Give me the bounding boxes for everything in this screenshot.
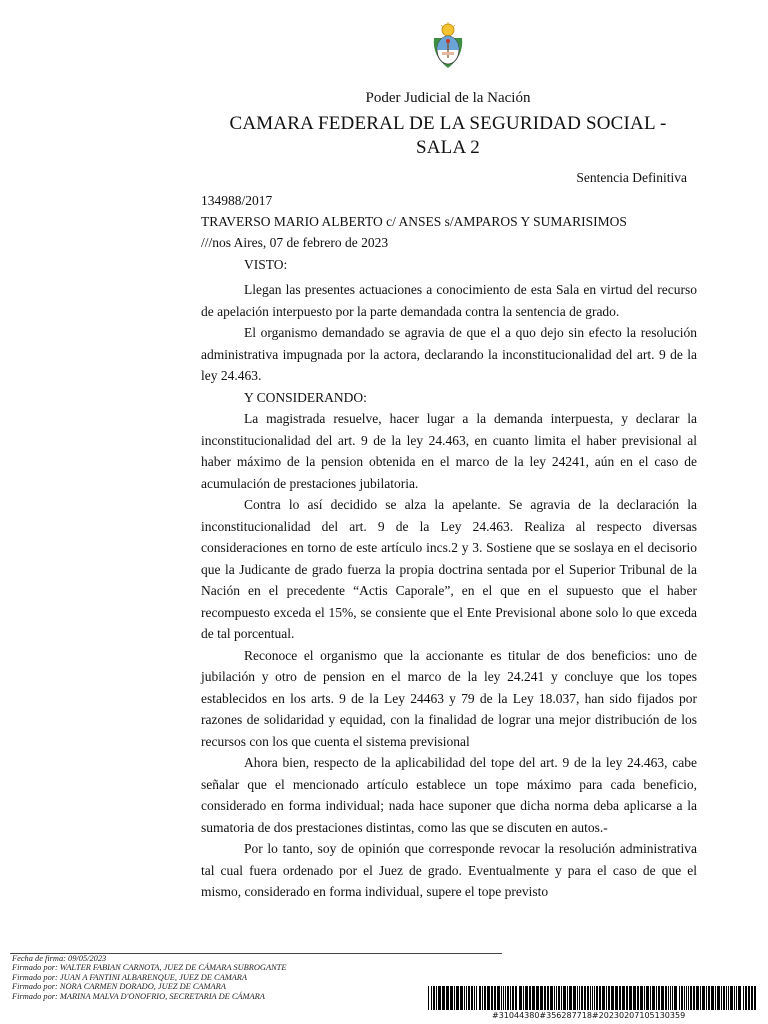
signature-date: Fecha de firma: 09/05/2023 — [12, 954, 107, 963]
case-number: 134988/2017 — [201, 193, 273, 208]
paragraph: El organismo demandado se agravia de que el a quo dejo sin efecto la resolución administrativa impugnada por la actora, declarando la inconstitucionalidad del art. 9 de la ley 24.463. — [201, 325, 697, 383]
paragraph: La magistrada resuelve, hacer lugar a la demanda interpuesta, y declarar la inconstitucionalidad del art. 9 de la ley 24.463, en cuanto limita el haber previsional al haber máximo de la pension obtenida en el marco de la ley 24241, aún en el caso de acumulación de prestaciones jubilatoria. — [201, 411, 697, 491]
visto-heading: VISTO: — [244, 257, 288, 272]
signer-line: Firmado por: WALTER FABIAN CARNOTA, JUEZ DE CÁMARA SUBROGANTE — [12, 963, 287, 973]
signer-line: Firmado por: NORA CARMEN DORADO, JUEZ DE CAMARA — [12, 982, 226, 992]
considerando-heading: Y CONSIDERANDO: — [244, 389, 367, 405]
paragraph: Contra lo así decidido se alza la apelante. Se agravia de la declaración la inconstitucionalidad del art. 9 de la Ley 24.463. Realiza al respecto diversas consideraciones en torno de este artículo incs.2 y 3. Sostiene que se soslaya en el decisorio que la Judicante de grado fuerza la propia doctrina sentada por el Superior Tribunal de la Nación en el precedente “Actis Caporale”, en el que en el supuesto que el haber recompuesto exceda el 15%, se consiente que el Ente Previsional abone solo lo que exceda de tal porcentual. — [201, 497, 697, 641]
chamber-line-2: SALA 2 — [415, 137, 481, 158]
signer-line: Firmado por: MARINA MALVA D'ONOFRIO, SECRETARIA DE CÁMARA — [12, 991, 265, 1001]
signer-line: Firmado por: JUAN A FANTINI ALBARENQUE, JUEZ DE CAMARA — [12, 972, 248, 982]
document-body — [201, 279, 697, 903]
document-type: Sentencia Definitiva — [576, 170, 687, 185]
institution-name: Poder Judicial de la Nación — [365, 90, 531, 106]
paragraph: Reconoce el organismo que la accionante es titular de dos beneficios: uno de jubilación y otro de pension en el marco de la ley 24.241 y concluye que los topes establecidos en los arts. 9 de la Ley 24463 y 79 de la Ley 18.037, han sido fijados por razones de solidaridad y equidad, con la finalidad de lograr una mejor distribución de los recursos con los que cuenta el sistema previsional — [201, 647, 697, 749]
paragraph: Llegan las presentes actuaciones a conocimiento de esta Sala en virtud del recurso de apelación interpuesto por la parte demandada contra la sentencia de grado. — [201, 282, 697, 319]
place-date: ///nos Aires, 07 de febrero de 2023 — [201, 235, 389, 250]
chamber-line-1: CAMARA FEDERAL DE LA SEGURIDAD SOCIAL - — [229, 113, 667, 134]
barcode-text: #31044380#356287718#20230207105130359 — [492, 1011, 686, 1020]
barcode-icon — [428, 986, 758, 1010]
paragraph: Ahora bien, respecto de la aplicabilidad del tope del art. 9 de la ley 24.463, cabe señalar que el mencionado artículo establece un tope máximo para cada beneficio, considerado en forma individual; nada hace suponer que dicha norma deba aplicarse a la sumatoria de dos prestaciones distintas, como las que se discuten en autos.- — [201, 755, 697, 835]
paragraph: Por lo tanto, soy de opinión que corresponde revocar la resolución administrativa tal cual fuera ordenado por el Juez de grado. Eventualmente y para el caso de que el mismo, considerado en forma individual, supere el tope previsto — [201, 841, 697, 899]
chamber-name — [0, 112, 768, 160]
case-title: TRAVERSO MARIO ALBERTO c/ ANSES s/AMPAROS Y SUMARISIMOS — [201, 214, 627, 229]
signature-block — [12, 954, 286, 1001]
coat-of-arms-icon — [428, 22, 468, 70]
